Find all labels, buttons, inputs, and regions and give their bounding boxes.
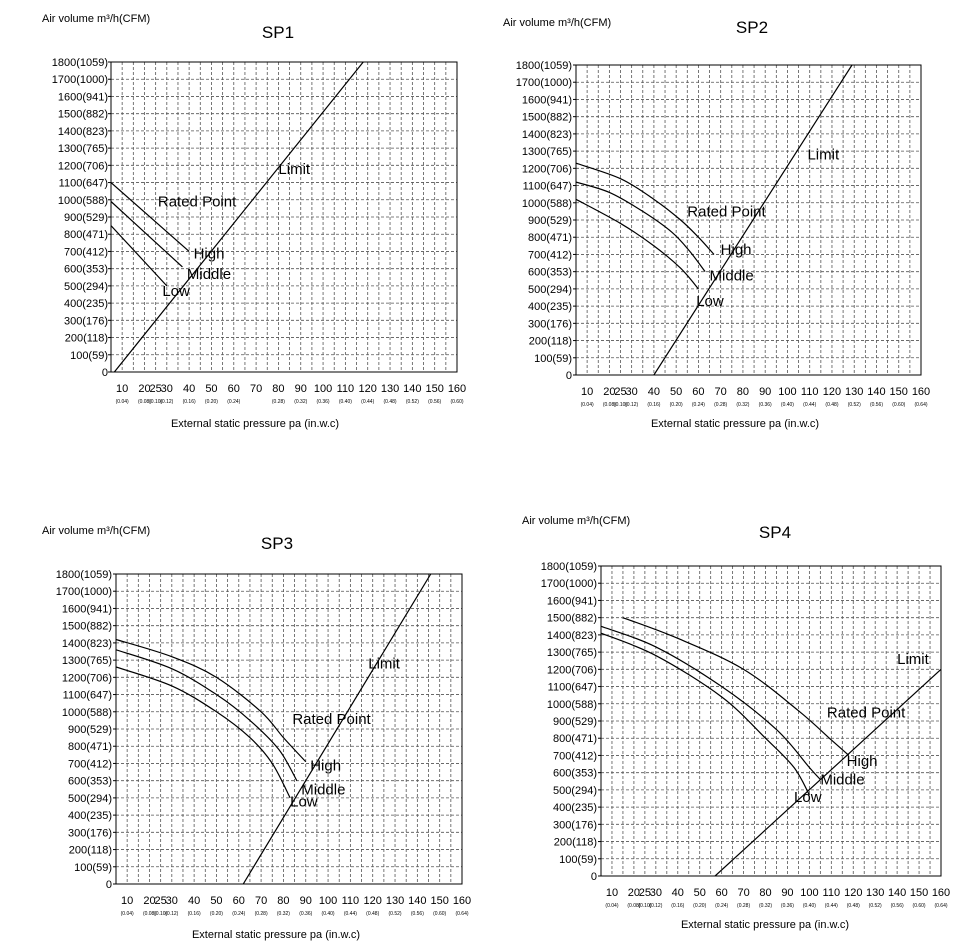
y-tick-label: 1300(765) xyxy=(57,143,108,156)
x-sub-label: (0.24) xyxy=(232,911,246,917)
x-tick-label: 60 xyxy=(692,386,705,398)
y-tick-label: 300(176) xyxy=(67,827,112,840)
x-sub-label: (0.40) xyxy=(338,399,352,405)
x-sub-label: (0.64) xyxy=(934,903,948,909)
x-tick-label: 110 xyxy=(822,887,841,899)
x-sub-label: (0.08) xyxy=(137,399,152,405)
y-tick-label: 1800(1059) xyxy=(515,60,572,72)
y-tick-label: 0 xyxy=(590,871,597,883)
y-tick-label: 1500(882) xyxy=(546,612,597,625)
annotation-middle: Middle xyxy=(709,267,754,285)
x-tick-label: 60 xyxy=(232,895,245,907)
x-sub-label: (0.48) xyxy=(366,911,380,917)
y-tick-label: 1700(1000) xyxy=(515,77,572,90)
annotation-rated-point: Rated Point xyxy=(826,704,906,722)
y-tick-label: 500(294) xyxy=(552,784,597,797)
y-tick-label: 1600(941) xyxy=(521,94,572,107)
x-sub-label: (0.24) xyxy=(227,399,241,405)
x-sub-label: (0.24) xyxy=(715,903,729,909)
y-tick-label: 800(471) xyxy=(67,741,112,754)
y-tick-label: 200(118) xyxy=(68,844,112,857)
x-tick-label: 20 xyxy=(143,895,156,907)
x-tick-label: 120 xyxy=(358,383,377,395)
x-sub-label: (0.60) xyxy=(912,903,926,909)
y-tick-label: 600(353) xyxy=(63,263,108,276)
x-tick-label: 120 xyxy=(363,895,382,907)
x-sub-label: (0.44) xyxy=(803,402,817,408)
x-tick-label: 160 xyxy=(911,386,931,398)
x-tick-label: 30 xyxy=(625,386,638,398)
x-tick-label: 40 xyxy=(671,887,684,899)
x-tick-label: 20 xyxy=(627,887,641,899)
x-tick-label: 140 xyxy=(887,887,907,899)
x-tick-label: 10 xyxy=(116,383,129,395)
y-tick-label: 500(294) xyxy=(63,280,108,293)
y-tick-label: 1800(1059) xyxy=(55,569,112,581)
x-sub-label: (0.48) xyxy=(846,903,860,909)
x-tick-label: 20 xyxy=(603,386,616,398)
chart-title: SP2 xyxy=(735,18,769,37)
annotation-high: High xyxy=(310,757,342,775)
y-tick-label: 300(176) xyxy=(63,315,108,328)
y-tick-label: 1700(1000) xyxy=(55,586,112,599)
x-tick-label: 50 xyxy=(670,386,683,398)
y-tick-label: 1800(1059) xyxy=(51,57,108,69)
x-tick-label: 60 xyxy=(227,383,240,395)
x-sub-label: (0.12) xyxy=(649,903,663,909)
x-tick-label: 130 xyxy=(385,895,405,907)
x-sub-label: (0.10) xyxy=(149,399,163,405)
x-sub-label: (0.32) xyxy=(294,399,308,405)
x-tick-label: 25 xyxy=(614,386,627,398)
chart-sp1 xyxy=(42,13,466,430)
x-tick-label: 80 xyxy=(759,887,772,899)
y-tick-label: 1200(706) xyxy=(546,664,597,677)
y-tick-label: 1800(1059) xyxy=(540,561,597,573)
x-tick-label: 120 xyxy=(822,386,842,398)
x-tick-label: 130 xyxy=(845,386,864,398)
x-sub-label: (0.04) xyxy=(120,911,134,917)
chart-title: SP3 xyxy=(260,534,294,553)
y-tick-label: 1100(647) xyxy=(547,681,597,694)
series-low xyxy=(111,226,167,286)
x-tick-label: 110 xyxy=(800,386,819,398)
y-tick-label: 800(471) xyxy=(527,232,572,245)
y-tick-label: 1100(647) xyxy=(58,177,108,190)
x-sub-label: (0.28) xyxy=(271,399,285,405)
y-tick-label: 1100(647) xyxy=(62,689,112,702)
x-sub-label: (0.04) xyxy=(580,402,594,408)
y-tick-label: 800(471) xyxy=(63,229,108,242)
x-tick-label: 10 xyxy=(605,887,619,899)
x-tick-label: 70 xyxy=(249,383,263,395)
x-sub-label: (0.16) xyxy=(182,399,196,405)
y-axis-label: Air volume m³/h(CFM) xyxy=(522,515,631,527)
series-high xyxy=(116,639,306,761)
x-sub-label: (0.52) xyxy=(847,402,861,408)
x-tick-label: 10 xyxy=(581,386,594,398)
chart-sp4 xyxy=(522,515,950,931)
x-sub-label: (0.60) xyxy=(433,911,447,917)
x-sub-label: (0.16) xyxy=(187,911,201,917)
y-tick-label: 400(235) xyxy=(67,810,112,823)
y-tick-label: 1000(588) xyxy=(61,706,112,719)
y-tick-label: 900(529) xyxy=(63,212,108,224)
y-tick-label: 1400(823) xyxy=(61,637,112,650)
x-tick-label: 100 xyxy=(318,895,338,907)
y-tick-label: 100(59) xyxy=(534,352,572,365)
x-tick-label: 100 xyxy=(800,887,819,899)
x-sub-label: (0.16) xyxy=(671,903,685,909)
y-tick-label: 700(412) xyxy=(527,249,572,262)
y-tick-label: 0 xyxy=(105,879,112,891)
y-tick-label: 1700(1000) xyxy=(540,578,597,591)
x-tick-label: 90 xyxy=(294,383,307,395)
x-sub-label: (0.32) xyxy=(276,911,290,917)
y-tick-label: 1200(706) xyxy=(57,160,108,173)
annotation-low: Low xyxy=(162,283,190,301)
x-tick-label: 100 xyxy=(778,386,797,398)
y-tick-label: 300(176) xyxy=(527,318,572,331)
x-sub-label: (0.44) xyxy=(343,911,357,917)
y-tick-label: 700(412) xyxy=(63,246,108,259)
x-sub-label: (0.32) xyxy=(736,402,750,408)
annotation-high: High xyxy=(846,752,878,770)
x-sub-label: (0.44) xyxy=(824,903,838,909)
x-sub-label: (0.60) xyxy=(892,402,906,408)
x-sub-label: (0.12) xyxy=(625,402,639,408)
x-tick-label: 70 xyxy=(737,887,750,899)
y-tick-label: 1000(588) xyxy=(546,698,597,711)
y-tick-label: 1300(765) xyxy=(61,655,112,668)
x-tick-label: 60 xyxy=(715,887,728,899)
chart-sp2 xyxy=(503,17,930,430)
x-sub-label: (0.24) xyxy=(691,402,705,408)
y-tick-label: 100(59) xyxy=(74,861,112,874)
x-sub-label: (0.40) xyxy=(780,402,794,408)
x-axis-label: External static pressure pa (in.w.c) xyxy=(680,919,850,931)
annotation-rated-point: Rated Point xyxy=(687,203,766,221)
annotation-low: Low xyxy=(290,793,318,811)
x-tick-label: 110 xyxy=(336,383,355,395)
y-tick-label: 400(235) xyxy=(527,301,572,314)
y-tick-label: 1400(823) xyxy=(521,128,572,141)
annotation-middle: Middle xyxy=(820,771,865,789)
x-sub-label: (0.64) xyxy=(914,402,928,408)
x-tick-label: 90 xyxy=(299,895,312,907)
x-tick-label: 25 xyxy=(154,895,167,907)
x-tick-label: 150 xyxy=(909,887,929,899)
chart-title: SP4 xyxy=(758,523,792,542)
series-middle xyxy=(116,650,297,781)
x-tick-label: 50 xyxy=(693,887,706,899)
y-tick-label: 1100(647) xyxy=(522,180,572,193)
y-tick-label: 1600(941) xyxy=(57,91,108,104)
x-sub-label: (0.52) xyxy=(388,911,402,917)
chart-title: SP1 xyxy=(261,23,295,42)
series-low xyxy=(576,199,698,289)
x-axis-label: External static pressure pa (in.w.c) xyxy=(191,929,361,941)
x-tick-label: 140 xyxy=(403,383,422,395)
y-tick-label: 800(471) xyxy=(552,733,597,746)
chart-sp3 xyxy=(42,525,471,941)
annotation-rated-point: Rated Point xyxy=(292,710,371,728)
y-tick-label: 1400(823) xyxy=(546,629,597,642)
x-tick-label: 80 xyxy=(736,386,750,398)
x-sub-label: (0.56) xyxy=(410,911,424,917)
x-sub-label: (0.32) xyxy=(758,903,773,909)
x-sub-label: (0.10) xyxy=(613,402,628,408)
y-tick-label: 1600(941) xyxy=(61,603,112,616)
x-tick-label: 70 xyxy=(714,386,727,398)
x-sub-label: (0.56) xyxy=(890,903,904,909)
x-tick-label: 70 xyxy=(254,895,268,907)
y-tick-label: 1400(823) xyxy=(57,125,108,138)
x-sub-label: (0.20) xyxy=(693,903,707,909)
x-tick-label: 40 xyxy=(183,383,196,395)
x-tick-label: 20 xyxy=(138,383,151,395)
y-tick-label: 100(59) xyxy=(559,853,597,866)
y-tick-label: 1000(588) xyxy=(57,194,108,207)
annotation-rated-point: Rated Point xyxy=(157,193,237,211)
x-sub-label: (0.20) xyxy=(669,402,683,408)
y-tick-label: 1500(882) xyxy=(57,108,108,121)
annotation-low: Low xyxy=(696,293,724,311)
x-tick-label: 160 xyxy=(447,383,467,395)
x-tick-label: 80 xyxy=(272,383,285,395)
annotation-middle: Middle xyxy=(186,266,232,283)
y-tick-label: 1200(706) xyxy=(521,163,572,176)
x-sub-label: (0.52) xyxy=(868,903,882,909)
x-tick-label: 140 xyxy=(408,895,427,907)
x-sub-label: (0.36) xyxy=(299,911,313,917)
x-tick-label: 30 xyxy=(160,383,173,395)
x-tick-label: 80 xyxy=(277,895,290,907)
x-sub-label: (0.08) xyxy=(602,402,616,408)
y-tick-label: 600(353) xyxy=(67,775,112,788)
y-tick-label: 1300(765) xyxy=(521,146,572,159)
y-tick-label: 0 xyxy=(101,367,108,379)
annotation-limit: Limit xyxy=(897,651,929,669)
x-sub-label: (0.48) xyxy=(383,399,397,405)
y-tick-label: 400(235) xyxy=(63,298,108,311)
y-tick-label: 200(118) xyxy=(553,836,597,849)
x-tick-label: 160 xyxy=(452,895,472,907)
y-tick-label: 1000(588) xyxy=(521,197,572,210)
y-tick-label: 700(412) xyxy=(67,758,112,771)
y-tick-label: 400(235) xyxy=(552,802,597,815)
x-sub-label: (0.08) xyxy=(627,903,641,909)
x-tick-label: 50 xyxy=(205,383,218,395)
x-sub-label: (0.40) xyxy=(321,911,335,917)
x-sub-label: (0.40) xyxy=(802,903,816,909)
x-tick-label: 90 xyxy=(781,887,794,899)
x-tick-label: 40 xyxy=(188,895,201,907)
y-tick-label: 600(353) xyxy=(527,266,572,279)
x-sub-label: (0.48) xyxy=(825,402,839,408)
x-tick-label: 150 xyxy=(889,386,908,398)
y-tick-label: 900(529) xyxy=(552,716,597,728)
y-tick-label: 900(529) xyxy=(527,215,572,227)
annotation-middle: Middle xyxy=(301,781,346,799)
x-tick-label: 140 xyxy=(867,386,886,398)
series-middle xyxy=(576,182,705,272)
x-tick-label: 100 xyxy=(313,383,333,395)
x-sub-label: (0.28) xyxy=(254,911,268,917)
y-axis-label: Air volume m³/h(CFM) xyxy=(42,525,151,537)
x-tick-label: 120 xyxy=(844,887,863,899)
series-low xyxy=(601,633,809,795)
x-sub-label: (0.08) xyxy=(142,911,157,917)
y-tick-label: 900(529) xyxy=(67,724,112,736)
x-sub-label: (0.28) xyxy=(737,903,751,909)
y-tick-label: 0 xyxy=(565,370,572,382)
x-sub-label: (0.60) xyxy=(450,399,464,405)
x-tick-label: 40 xyxy=(647,386,661,398)
x-tick-label: 150 xyxy=(425,383,444,395)
x-sub-label: (0.16) xyxy=(647,402,661,408)
x-sub-label: (0.10) xyxy=(154,911,168,917)
annotation-limit: Limit xyxy=(278,160,311,178)
annotation-limit: Limit xyxy=(807,146,840,164)
y-tick-label: 500(294) xyxy=(527,283,572,296)
x-sub-label: (0.12) xyxy=(160,399,174,405)
y-tick-label: 500(294) xyxy=(67,792,112,805)
x-axis-label: External static pressure pa (in.w.c) xyxy=(170,418,340,430)
x-sub-label: (0.04) xyxy=(115,399,129,405)
x-tick-label: 130 xyxy=(380,383,400,395)
y-axis-label: Air volume m³/h(CFM) xyxy=(42,13,151,25)
x-sub-label: (0.44) xyxy=(361,399,375,405)
x-tick-label: 30 xyxy=(649,887,662,899)
x-sub-label: (0.12) xyxy=(165,911,179,917)
y-tick-label: 1500(882) xyxy=(521,111,572,124)
x-tick-label: 90 xyxy=(759,386,772,398)
x-tick-label: 25 xyxy=(149,383,162,395)
x-tick-label: 50 xyxy=(210,895,223,907)
x-tick-label: 150 xyxy=(430,895,449,907)
y-axis-label: Air volume m³/h(CFM) xyxy=(503,17,612,29)
annotation-limit: Limit xyxy=(368,655,400,673)
x-sub-label: (0.28) xyxy=(714,402,728,408)
x-axis-label: External static pressure pa (in.w.c) xyxy=(650,418,820,430)
x-tick-label: 30 xyxy=(165,895,178,907)
y-tick-label: 300(176) xyxy=(552,819,597,832)
annotation-low: Low xyxy=(794,788,822,806)
y-tick-label: 100(59) xyxy=(70,349,108,362)
annotation-high: High xyxy=(193,245,225,263)
x-sub-label: (0.64) xyxy=(455,911,469,917)
x-sub-label: (0.10) xyxy=(638,903,652,909)
x-sub-label: (0.56) xyxy=(869,402,884,408)
x-sub-label: (0.04) xyxy=(605,903,619,909)
x-tick-label: 130 xyxy=(866,887,885,899)
y-tick-label: 1600(941) xyxy=(546,595,597,608)
x-sub-label: (0.56) xyxy=(428,399,442,405)
y-tick-label: 700(412) xyxy=(552,750,597,763)
annotation-high: High xyxy=(720,241,752,259)
y-tick-label: 1500(882) xyxy=(61,620,112,633)
y-tick-label: 600(353) xyxy=(552,767,597,780)
x-tick-label: 25 xyxy=(638,887,651,899)
y-tick-label: 1200(706) xyxy=(61,672,112,685)
x-sub-label: (0.20) xyxy=(204,399,218,405)
y-tick-label: 200(118) xyxy=(528,335,572,348)
x-tick-label: 160 xyxy=(931,887,951,899)
y-tick-label: 1300(765) xyxy=(546,647,597,660)
x-sub-label: (0.20) xyxy=(209,911,223,917)
x-sub-label: (0.36) xyxy=(780,903,794,909)
x-tick-label: 110 xyxy=(341,895,360,907)
x-sub-label: (0.36) xyxy=(316,399,330,405)
x-tick-label: 10 xyxy=(121,895,134,907)
x-sub-label: (0.52) xyxy=(405,399,419,405)
y-tick-label: 1700(1000) xyxy=(51,74,108,87)
y-tick-label: 200(118) xyxy=(64,332,108,345)
x-sub-label: (0.36) xyxy=(758,402,772,408)
